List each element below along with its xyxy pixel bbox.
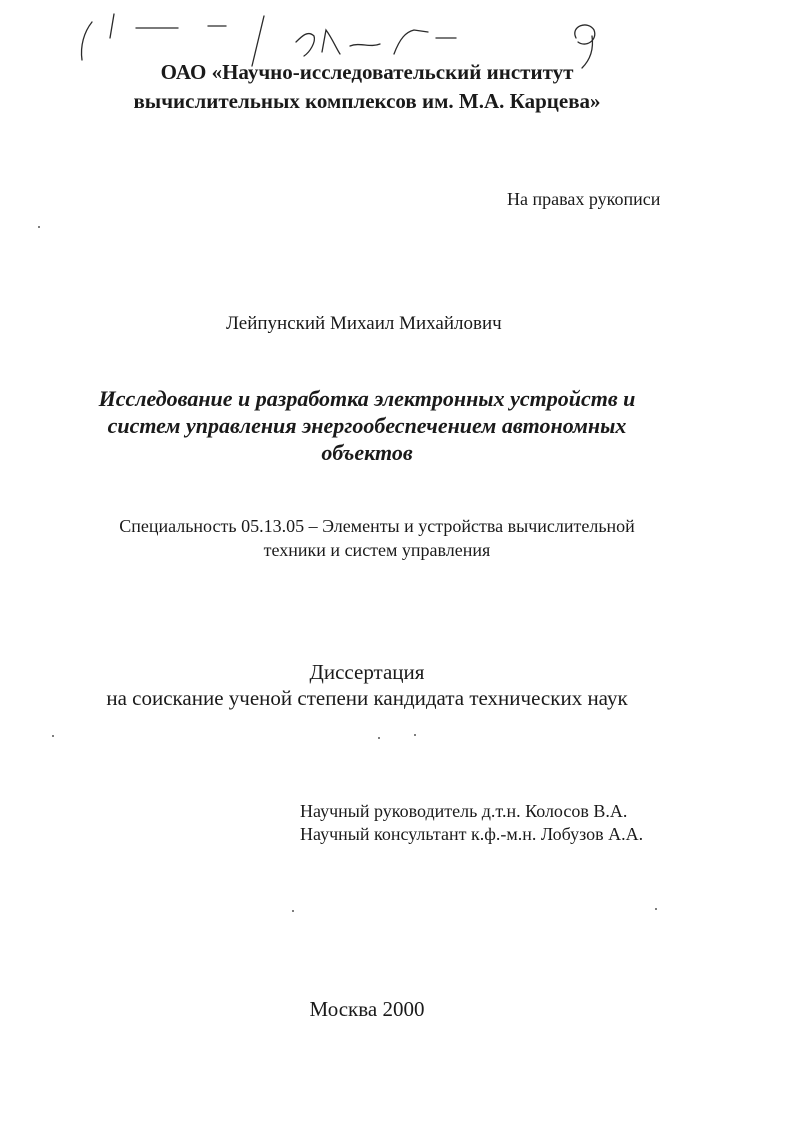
dissertation-type: Диссертация <box>309 660 425 684</box>
rights-note: На правах рукописи <box>507 189 661 209</box>
title-line-1: Исследование и разработка электронных устройств и <box>98 386 636 411</box>
scan-speck <box>52 735 54 737</box>
specialty <box>20 514 734 562</box>
title-line-2: систем управления энергообеспечением автономных <box>107 413 627 438</box>
author-name: Лейпунский Михаил Михайлович <box>226 313 502 334</box>
scan-speck <box>414 734 416 736</box>
organization-line-2: вычислительных комплексов им. М.А. Карцева» <box>133 89 601 113</box>
specialty-line-2: техники и систем управления <box>263 540 491 560</box>
dissertation-degree: на соискание ученой степени кандидата технических наук <box>106 686 628 710</box>
organization-name <box>0 58 734 116</box>
scientific-consultant: Научный консультант к.ф.-м.н. Лобузов А.А. <box>300 824 644 844</box>
specialty-line-1: Специальность 05.13.05 – Элементы и устройства вычислительной <box>119 516 635 536</box>
title-line-3: объектов <box>321 440 413 465</box>
organization-line-1: ОАО «Научно-исследовательский институт <box>160 60 574 84</box>
supervisors <box>300 800 643 846</box>
scan-speck <box>292 910 294 912</box>
city-and-year: Москва 2000 <box>309 997 425 1021</box>
scan-speck <box>38 226 40 228</box>
scan-speck <box>378 737 380 739</box>
scan-speck <box>655 908 657 910</box>
scientific-advisor: Научный руководитель д.т.н. Колосов В.А. <box>300 801 628 821</box>
dissertation-title <box>0 385 734 466</box>
